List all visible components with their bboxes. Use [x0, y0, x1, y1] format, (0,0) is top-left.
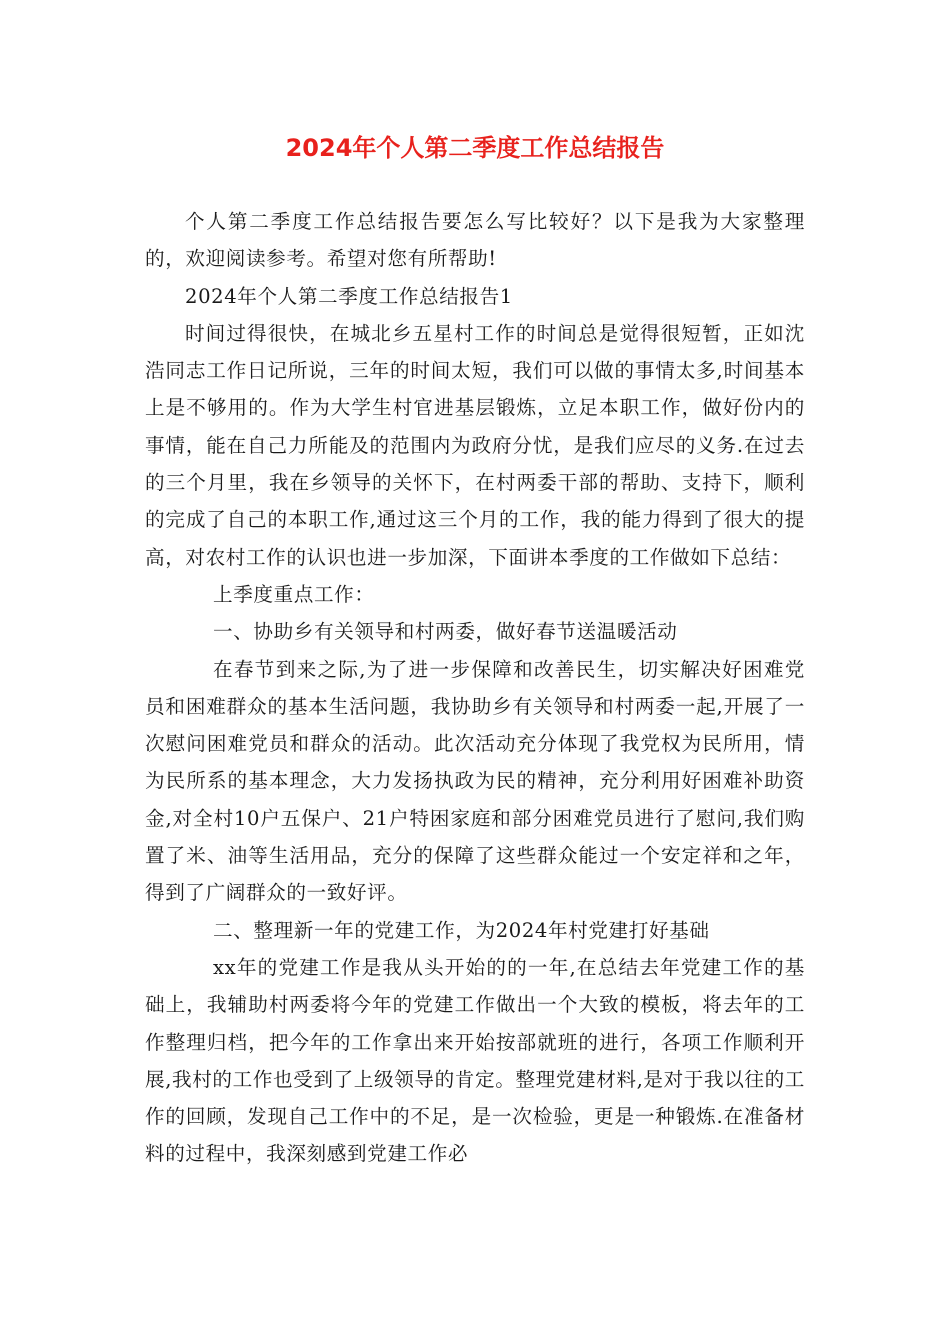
body-paragraph: 时间过得很快，在城北乡五星村工作的时间总是觉得很短暂，正如沈浩同志工作日记所说，三年的时间太短，我们可以做的事情太多,时间基本上是不够用的。作为大学生村官进基层锻炼，立足本职工作，做好份内的事情，能在自己力所能及的范围内为政府分忧，是我们应尽的义务.在过去的三个月里，我在乡领导的关怀下，在村两委干部的帮助、支持下，顺利的完成了自己的本职工作,通过这三个月的工作，我的能力得到了很大的提高，对农村工作的认识也进一步加深，下面讲本季度的工作做如下总结： — [145, 321, 805, 569]
subheading-item-2: 二、整理新一年的党建工作，为2024年村党建打好基础 — [213, 918, 710, 942]
section-heading-report-1: 2024年个人第二季度工作总结报告1 — [185, 284, 513, 308]
document-title: 2024年个人第二季度工作总结报告 — [285, 134, 665, 162]
subheading-item-1: 一、协助乡有关领导和村两委，做好春节送温暖活动 — [213, 620, 678, 644]
body-paragraph: xx年的党建工作是我从头开始的的一年,在总结去年党建工作的基础上，我辅助村两委将今年的党建工作做出一个大致的模板，将去年的工作整理归档，把今年的工作拿出来开始按部就班的进行，各项工作顺利开展,我村的工作也受到了上级领导的肯定。整理党建材料,是对于我以往的工作的回顾，发现自己工作中的不足，是一次检验，更是一种锻炼.在准备材料的过程中，我深刻感到党建工作必 — [145, 955, 805, 1166]
document-body — [145, 203, 805, 1173]
body-paragraph: 在春节到来之际,为了进一步保障和改善民生，切实解决好困难党员和困难群众的基本生活问题，我协助乡有关领导和村两委一起,开展了一次慰问困难党员和群众的活动。此次活动充分体现了我党权为民所用，情为民所系的基本理念，大力发扬执政为民的精神，充分利用好困难补助资金,对全村10户五保户、21户特困家庭和部分困难党员进行了慰问,我们购置了米、油等生活用品，充分的保障了这些群众能过一个安定祥和之年，得到了广阔群众的一致好评。 — [145, 657, 805, 905]
intro-paragraph: 个人第二季度工作总结报告要怎么写比较好？以下是我为大家整理的，欢迎阅读参考。希望对您有所帮助! — [145, 210, 805, 271]
subheading-key-work: 上季度重点工作： — [213, 582, 375, 606]
